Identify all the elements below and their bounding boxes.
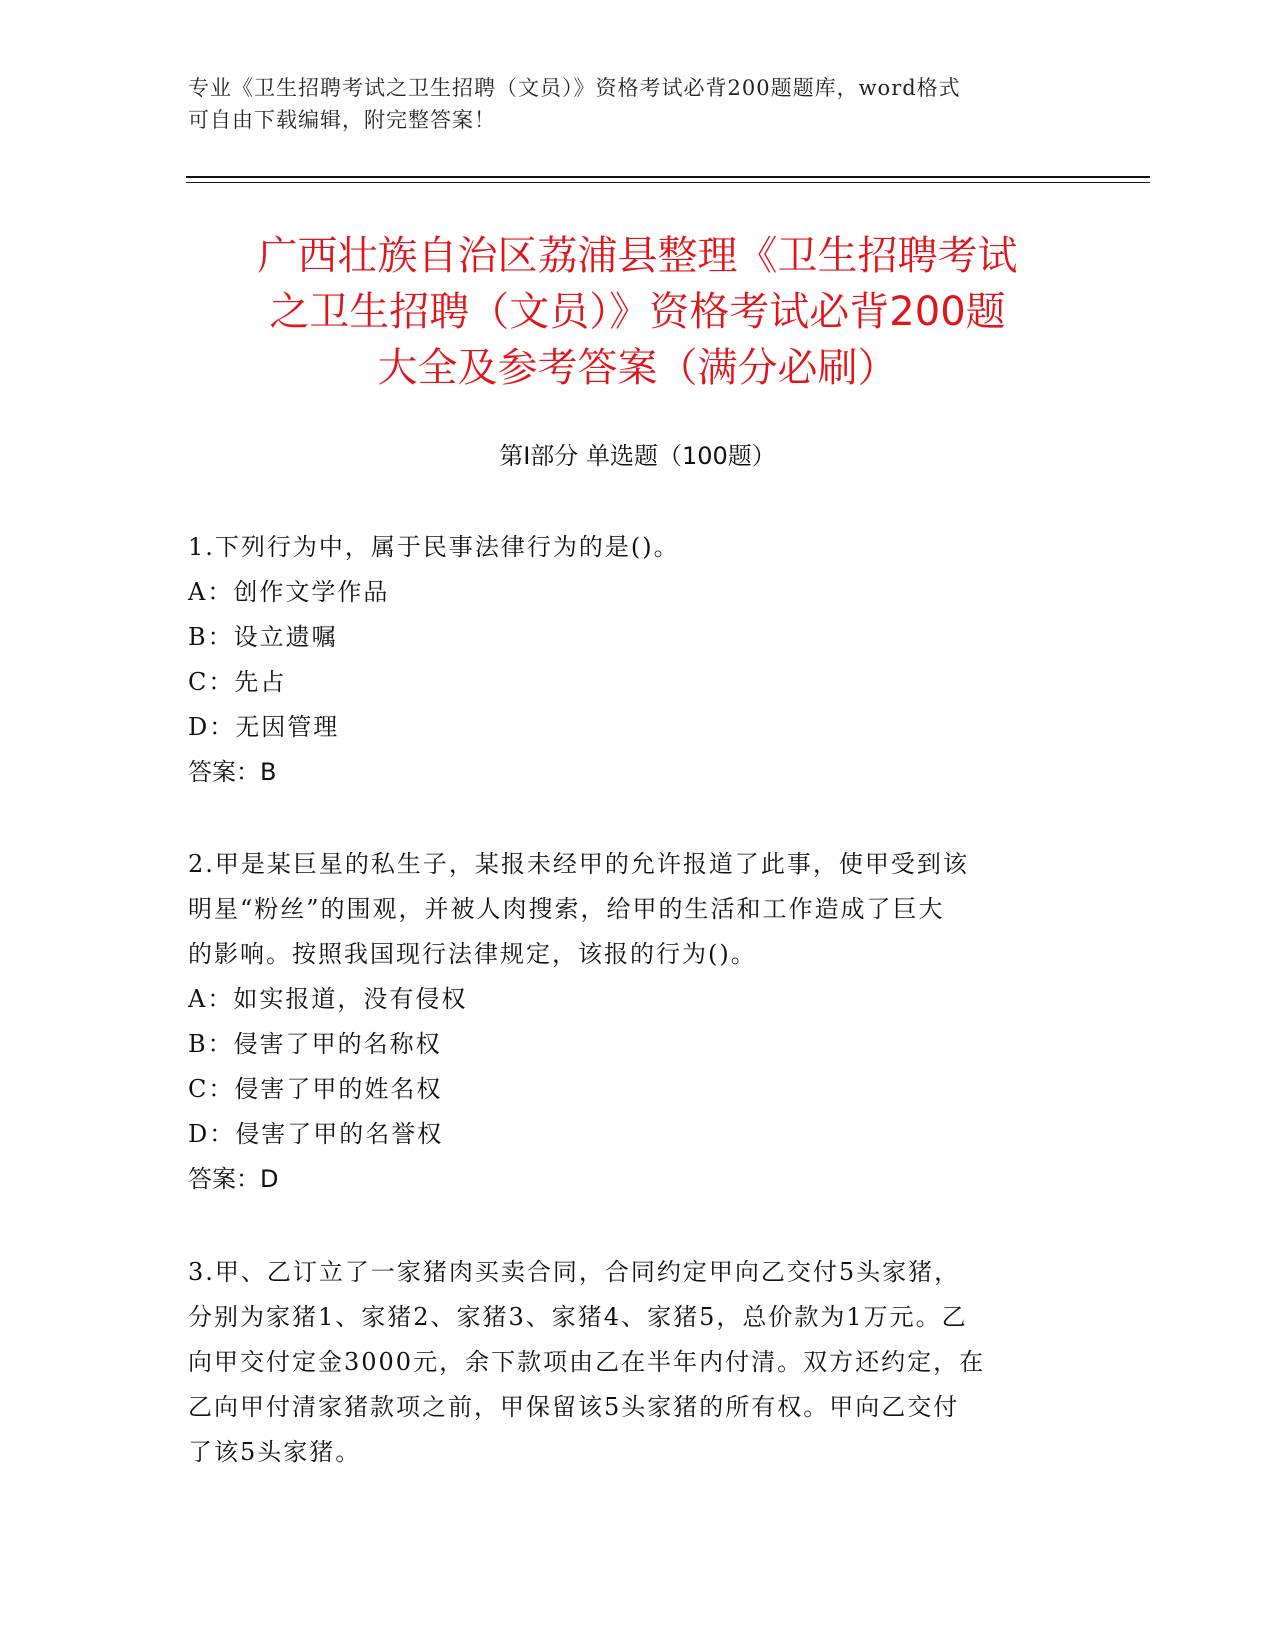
question-2	[188, 842, 1078, 1202]
question-stem: 明星“粉丝”的围观，并被人肉搜索，给甲的生活和工作造成了巨大	[188, 895, 945, 923]
section-heading: 第Ⅰ部分 单选题（100题）	[499, 442, 776, 470]
question-stem: 2.甲是某巨星的私生子，某报未经甲的允许报道了此事，使甲受到该	[188, 850, 969, 878]
option-a: A：创作文学作品	[188, 578, 390, 606]
header-note	[188, 72, 1088, 136]
title-line: 广西壮族自治区荔浦县整理《卫生招聘考试	[257, 233, 1018, 279]
title-line: 大全及参考答案（满分必刷）	[377, 345, 898, 391]
header-note-line: 专业《卫生招聘考试之卫生招聘（文员）》资格考试必背200题题库，word格式	[188, 76, 961, 100]
option-c: C：先占	[188, 668, 287, 696]
question-stem: 3.甲、乙订立了一家猪肉买卖合同，合同约定甲向乙交付5头家猪，	[188, 1258, 961, 1286]
answer: 答案：B	[188, 758, 277, 786]
option-b: B：设立遗嘱	[188, 623, 338, 651]
question-3	[188, 1250, 1078, 1475]
question-stem: 了该5头家猪。	[188, 1438, 362, 1466]
header-divider	[186, 176, 1150, 178]
option-d: D：无因管理	[188, 713, 340, 741]
question-stem: 1.下列行为中，属于民事法律行为的是()。	[188, 533, 680, 561]
header-note-line: 可自由下载编辑，附完整答案！	[188, 108, 496, 132]
question-stem: 乙向甲付清家猪款项之前，甲保留该5头家猪的所有权。甲向乙交付	[188, 1393, 960, 1421]
answer: 答案：D	[188, 1165, 279, 1193]
question-1	[188, 525, 1078, 795]
title-line: 之卫生招聘（文员）》资格考试必背200题	[269, 289, 1006, 335]
option-b: B：侵害了甲的名称权	[188, 1030, 442, 1058]
question-stem: 向甲交付定金3000元，余下款项由乙在半年内付清。双方还约定，在	[188, 1348, 986, 1376]
option-a: A：如实报道，没有侵权	[188, 985, 468, 1013]
document-title	[150, 228, 1125, 396]
question-stem: 分别为家猪1、家猪2、家猪3、家猪4、家猪5，总价款为1万元。乙	[188, 1303, 968, 1331]
header-divider-thin	[186, 182, 1150, 183]
option-c: C：侵害了甲的姓名权	[188, 1075, 443, 1103]
option-d: D：侵害了甲的名誉权	[188, 1120, 444, 1148]
question-stem: 的影响。按照我国现行法律规定，该报的行为()。	[188, 940, 757, 968]
